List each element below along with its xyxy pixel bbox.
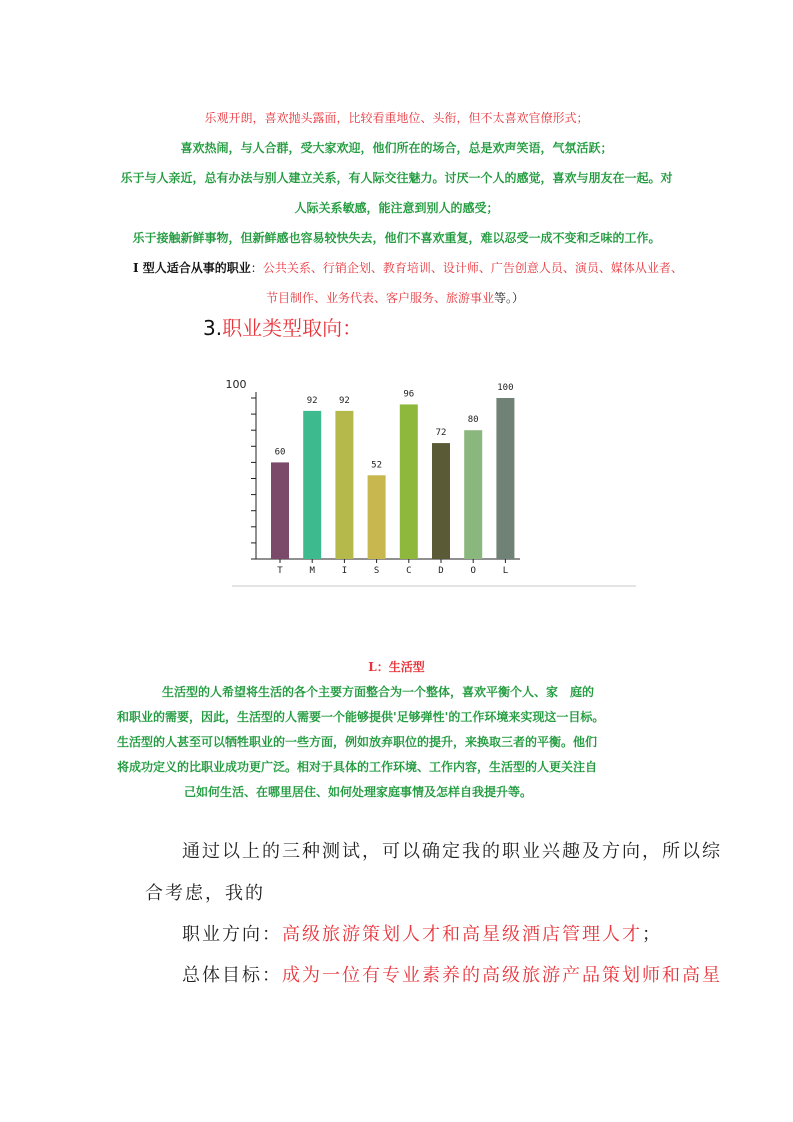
bar xyxy=(368,475,386,559)
y-tick-label: 100 xyxy=(225,378,247,391)
section-title: 职业类型取向： xyxy=(222,316,363,340)
text-line-lively: 喜欢热闹，与人合群，受大家欢迎，他们所在的场合，总是欢声笑语，气氛活跃； xyxy=(180,141,613,155)
overall-goal-value: 成为一位有专业素养的高级旅游产品策划师和高星 xyxy=(282,965,722,986)
lifestyle-paragraph-line-4: 将成功定义的比职业成功更广泛。相对于具体的工作环境、工作内容，生活型的人更关注自 xyxy=(117,760,598,774)
conclusion-line-1: 通过以上的三种测试，可以确定我的职业兴趣及方向，所以综 xyxy=(182,841,722,862)
text-line-optimistic: 乐观开朗，喜欢抛头露面，比较看重地位、头衔，但不太喜欢官僚形式； xyxy=(204,111,589,125)
data-label: 60 xyxy=(274,447,286,458)
lifestyle-paragraph-line-3: 生活型的人甚至可以牺牲职业的一些方面，例如放弃职位的提升，来换取三者的平衡。他们 xyxy=(117,735,598,749)
career-direction-value: 高级旅游策划人才和高星级酒店管理人才 xyxy=(282,924,642,945)
lifestyle-paragraph-line-2: 和职业的需要，因此，生活型的人需要一个能够提供'足够弹性'的工作环境来实现这一目标。 xyxy=(117,710,605,724)
career-direction-end: ； xyxy=(642,924,662,945)
x-tick-label: I xyxy=(341,566,348,576)
x-tick-label: L xyxy=(502,566,509,576)
x-tick-label: C xyxy=(406,566,412,576)
bar xyxy=(432,443,450,559)
careers-list-1: 公共关系、行销企划、教育培训、设计师、广告创意人员、演员、媒体从业者、 xyxy=(262,261,683,275)
bar xyxy=(335,411,353,559)
lifestyle-paragraph-line-1: 生活型的人希望将生活的各个主要方面整合为一个整体，喜欢平衡个人、家 庭的 xyxy=(162,685,595,699)
x-tick-label: D xyxy=(438,566,444,576)
x-tick-label: M xyxy=(309,566,315,576)
careers-end: 等。） xyxy=(494,291,525,305)
career-direction-label: 职业方向： xyxy=(182,924,282,945)
data-label: 52 xyxy=(371,460,383,471)
bar xyxy=(464,430,482,559)
careers-list-2: 节目制作、业务代表、客户服务、旅游事业 xyxy=(266,291,495,305)
conclusion-line-2: 合考虑，我的 xyxy=(145,883,265,904)
data-label: 96 xyxy=(403,389,415,400)
text-line-sensitive: 人际关系敏感，能注意到别人的感受； xyxy=(294,201,499,215)
careers-separator: ： xyxy=(250,261,263,275)
section-3-heading xyxy=(203,318,362,338)
x-tick-label: O xyxy=(470,566,476,576)
overall-goal-label: 总体目标： xyxy=(182,965,282,986)
data-label: 92 xyxy=(306,395,318,406)
career-direction xyxy=(182,926,662,944)
x-tick-label: S xyxy=(373,566,380,576)
bar xyxy=(303,411,321,559)
careers-label: I 型人适合从事的职业 xyxy=(133,261,251,275)
data-label: 80 xyxy=(467,415,479,426)
x-tick-label: T xyxy=(277,566,283,576)
bar xyxy=(496,398,514,559)
lifestyle-paragraph-line-5: 己如何生活、在哪里居住、如何处理家庭事情及怎样自我提升等。 xyxy=(184,785,533,799)
data-label: 72 xyxy=(435,428,447,439)
bar xyxy=(400,404,418,559)
bar xyxy=(271,462,289,559)
careers-line-1 xyxy=(133,262,683,274)
text-line-approachable: 乐于与人亲近，总有办法与别人建立关系，有人际交往魅力。讨厌一个人的感觉，喜欢与朋友在一起。对 xyxy=(120,171,673,185)
lifestyle-title: L：生活型 xyxy=(368,660,425,674)
data-label: 100 xyxy=(497,383,514,393)
data-label: 92 xyxy=(338,395,350,406)
overall-goal xyxy=(182,967,722,985)
careers-line-2 xyxy=(266,292,524,304)
section-number: 3. xyxy=(203,316,223,340)
text-line-novelty: 乐于接触新鲜事物，但新鲜感也容易较快失去，他们不喜欢重复，难以忍受一成不变和乏味的工作。 xyxy=(132,231,661,245)
